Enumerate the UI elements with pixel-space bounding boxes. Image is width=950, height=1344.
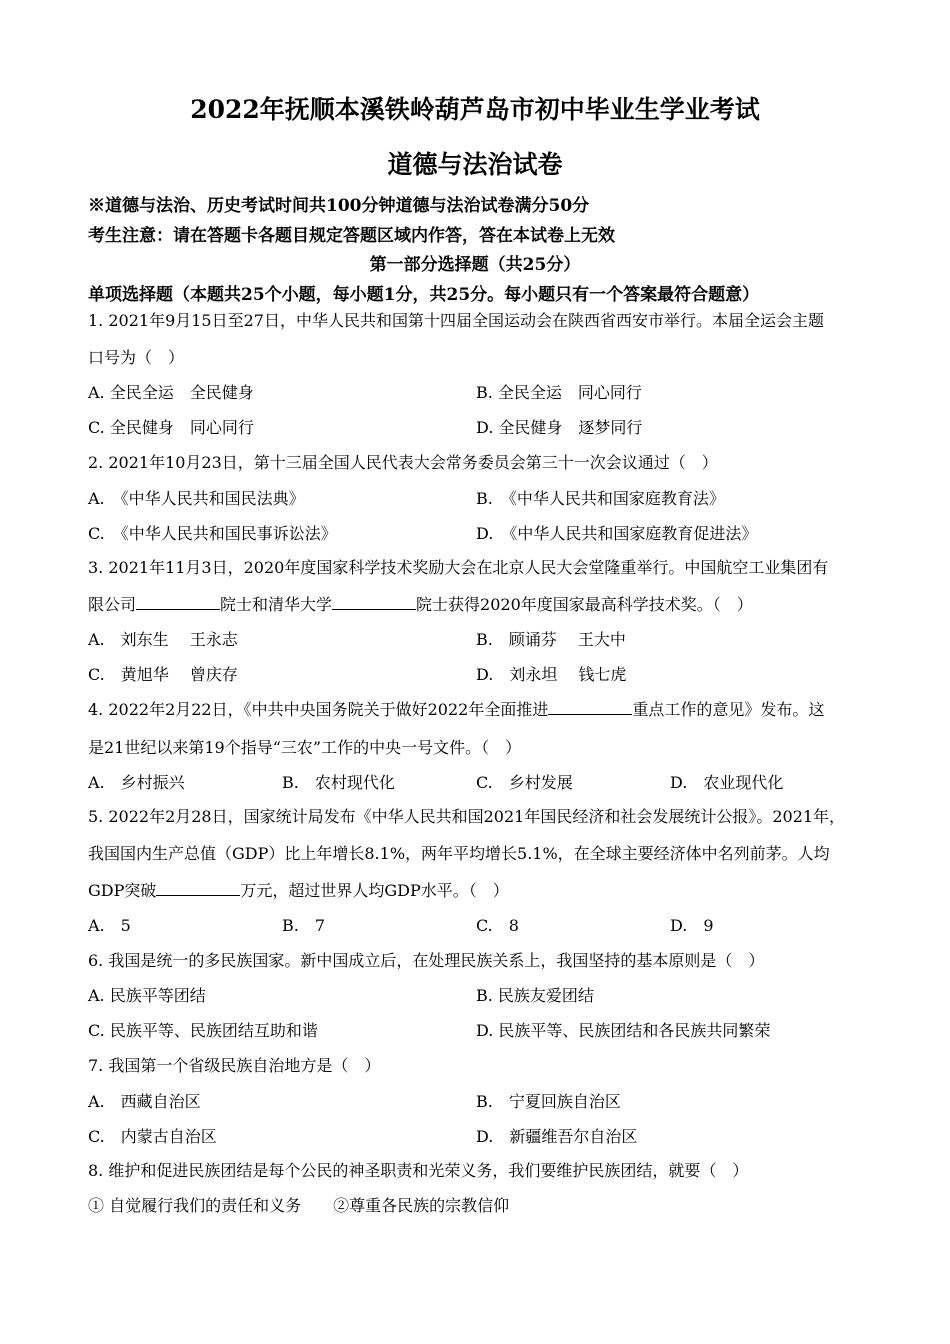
question-6-option-d: D. 民族平等、民族团结和各民族共同繁荣 — [476, 1021, 771, 1040]
question-2-stem: 2. 2021年10月23日，第十三届全国人民代表大会常务委员会第三十一次会议通过（ ） — [88, 453, 718, 472]
question-3-option-b: B. 顾诵芬 王大中 — [476, 630, 626, 649]
question-1-option-c: C. 全民健身 同心同行 — [88, 418, 254, 437]
question-3-option-d: D. 刘永坦 钱七虎 — [476, 665, 627, 684]
question-8-statements: ① 自觉履行我们的责任和义务 ②尊重各民族的宗教信仰 — [88, 1196, 510, 1215]
question-5-stem: 5. 2022年2月28日，国家统计局发布《中华人民共和国2021年国民经济和社会发展统计公报》。2021年， — [88, 807, 846, 826]
question-1-option-b: B. 全民全运 同心同行 — [476, 383, 642, 402]
section-heading: 单项选择题（本题共25个小题，每小题1分，共25分。每小题只有一个答案最符合题意） — [88, 285, 760, 305]
question-5-option-a: A. 5 — [88, 916, 131, 935]
question-3-stem: 3. 2021年11月3日，2020年度国家科学技术奖励大会在北京人民大会堂隆重举行。中国航空工业集团有 — [88, 558, 829, 577]
part-heading: 第一部分选择题（共25分） — [369, 255, 581, 275]
answer-blank — [156, 881, 240, 896]
question-1-stem: 1. 2021年9月15日至27日，中华人民共和国第十四届全国运动会在陕西省西安市举行。本届全运会主题 — [88, 311, 824, 330]
question-4-option-a: A. 乡村振兴 — [88, 773, 185, 792]
question-7-option-c: C. 内蒙古自治区 — [88, 1127, 217, 1146]
exam-title: 2022年抚顺本溪铁岭葫芦岛市初中毕业生学业考试 — [190, 95, 760, 124]
question-4-option-b: B. 农村现代化 — [282, 773, 395, 792]
question-6-option-c: C. 民族平等、民族团结互助和谐 — [88, 1021, 318, 1040]
question-3-text-b: 院士和清华大学 — [220, 595, 333, 614]
answer-blank — [548, 700, 632, 715]
question-3-stem-cont — [88, 592, 753, 615]
question-4-stem — [88, 697, 824, 720]
question-1-stem-cont: 口号为（ ） — [88, 348, 185, 367]
exam-answer-note: 考生注意：请在答题卡各题目规定答题区域内作答，答在本试卷上无效 — [88, 226, 615, 246]
question-2-option-d: D. 《中华人民共和国家庭教育促进法》 — [476, 524, 758, 543]
question-4-text-a: 4. 2022年2月22日，《中共中央国务院关于做好2022年全面推进 — [88, 700, 549, 719]
question-5-stem-cont: 我国国内生产总值（GDP）比上年增长8.1%，两年平均增长5.1%，在全球主要经济体中名列前茅。人均 — [88, 844, 830, 863]
question-3-option-a: A. 刘东生 王永志 — [88, 630, 238, 649]
question-4-stem-cont: 是21世纪以来第19个指导“三农”工作的中央一号文件。（ ） — [88, 738, 522, 757]
answer-blank — [332, 595, 416, 610]
question-5-text-b: 万元，超过世界人均GDP水平。（ ） — [240, 881, 509, 900]
question-8-stem: 8. 维护和促进民族团结是每个公民的神圣职责和光荣义务，我们要维护民族团结，就要（ ） — [88, 1161, 749, 1180]
question-5-option-d: D. 9 — [670, 916, 714, 935]
question-6-stem: 6. 我国是统一的多民族国家。新中国成立后，在处理民族关系上，我国坚持的基本原则是（ ） — [88, 951, 765, 970]
exam-subtitle: 道德与法治试卷 — [387, 150, 563, 179]
question-7-option-b: B. 宁夏回族自治区 — [476, 1092, 621, 1111]
question-5-text-a: GDP突破 — [88, 881, 157, 900]
question-6-option-a: A. 民族平等团结 — [88, 986, 206, 1005]
question-7-stem: 7. 我国第一个省级民族自治地方是（ ） — [88, 1056, 381, 1075]
question-2-option-a: A. 《中华人民共和国民法典》 — [88, 489, 305, 508]
question-3-text-a: 限公司 — [88, 595, 137, 614]
question-4-option-d: D. 农业现代化 — [670, 773, 784, 792]
exam-time-note: ※道德与法治、历史考试时间共100分钟道德与法治试卷满分50分 — [88, 196, 590, 216]
question-2-option-b: B. 《中华人民共和国家庭教育法》 — [476, 489, 725, 508]
answer-blank — [136, 595, 220, 610]
question-2-option-c: C. 《中华人民共和国民事诉讼法》 — [88, 524, 337, 543]
question-7-option-d: D. 新疆维吾尔自治区 — [476, 1127, 638, 1146]
question-5-option-b: B. 7 — [282, 916, 326, 935]
question-5-option-c: C. 8 — [476, 916, 519, 935]
question-4-text-b: 重点工作的意见》发布。这 — [632, 700, 825, 719]
question-5-stem-cont2 — [88, 878, 509, 901]
question-4-option-c: C. 乡村发展 — [476, 773, 573, 792]
question-1-option-d: D. 全民健身 逐梦同行 — [476, 418, 643, 437]
question-3-text-c: 院士获得2020年度国家最高科学技术奖。（ ） — [416, 595, 753, 614]
question-6-option-b: B. 民族友爱团结 — [476, 986, 594, 1005]
question-3-option-c: C. 黄旭华 曾庆存 — [88, 665, 238, 684]
question-7-option-a: A. 西藏自治区 — [88, 1092, 201, 1111]
question-1-option-a: A. 全民全运 全民健身 — [88, 383, 254, 402]
